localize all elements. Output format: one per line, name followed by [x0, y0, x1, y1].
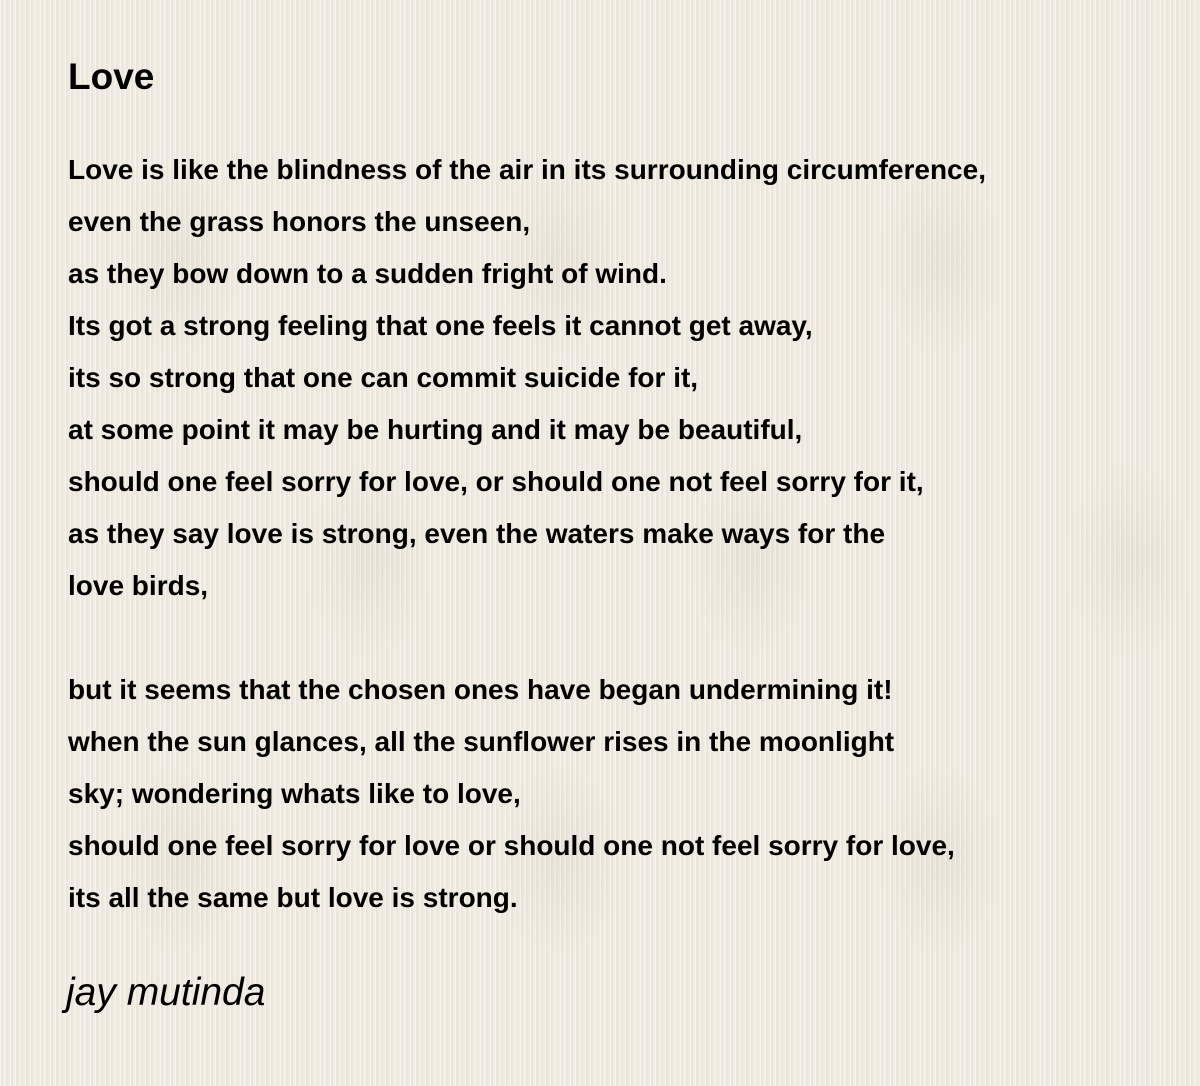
poem-line: Its got a strong feeling that one feels it cannot get away, [68, 310, 813, 341]
poem-line: as they say love is strong, even the waters make ways for the [68, 518, 886, 549]
poem-line: love birds, [68, 570, 209, 601]
poem-line: as they bow down to a sudden fright of wind. [68, 258, 667, 289]
poem-line: but it seems that the chosen ones have began undermining it! [68, 674, 893, 705]
poem-author: jay mutinda [66, 971, 266, 1014]
poem-card [68, 52, 1178, 1018]
poem-line: even the grass honors the unseen, [68, 206, 531, 237]
stanza-1 [68, 144, 1178, 612]
stanza-2 [68, 664, 1178, 924]
poem-line: should one feel sorry for love, or should one not feel sorry for it, [68, 466, 924, 497]
poem-line: Love is like the blindness of the air in its surrounding circumference, [68, 154, 986, 185]
poem-line: sky; wondering whats like to love, [68, 778, 521, 809]
stanza-divider [68, 612, 1178, 664]
poem-title: Love [68, 56, 155, 97]
poem-line: at some point it may be hurting and it may be beautiful, [68, 414, 803, 445]
poem-line: its so strong that one can commit suicide for it, [68, 362, 699, 393]
poem-line: its all the same but love is strong. [68, 882, 518, 913]
poem-line: should one feel sorry for love or should one not feel sorry for love, [68, 830, 955, 861]
poem-body [68, 144, 1178, 924]
poem-line: when the sun glances, all the sunflower rises in the moonlight [68, 726, 895, 757]
